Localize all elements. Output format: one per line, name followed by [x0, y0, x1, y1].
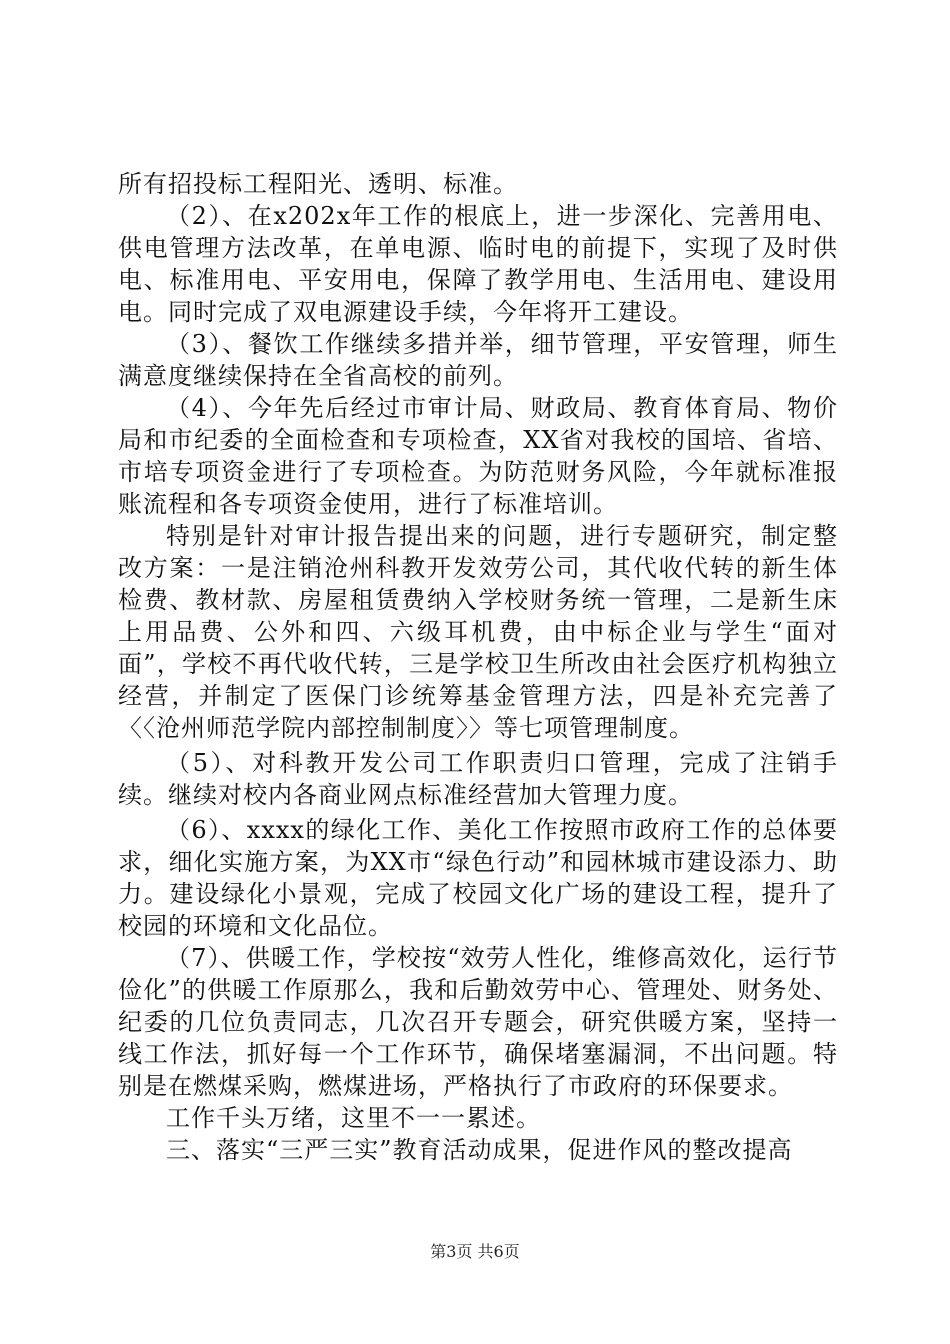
document-body	[118, 168, 838, 1166]
paragraph-item-3: （3）、餐饮工作继续多措并举，细节管理，平安管理，师生满意度继续保持在全省高校的前列。	[118, 330, 838, 390]
page-number-footer: 第3页 共6页	[430, 1242, 520, 1261]
paragraph-continuation: 所有招投标工程阳光、透明、标准。	[118, 170, 518, 198]
paragraph-summary: 工作千头万绪，这里不一一累述。	[166, 1104, 541, 1132]
paragraph-item-2: （2）、在x202x年工作的根底上，进一步深化、完善用电、供电管理方法改革，在单电源、临时电的前提下，实现了及时供电、标准用电、平安用电，保障了教学用电、生活用电、建设用电。同时完成了双电源建设手续，今年将开工建设。	[118, 202, 838, 326]
paragraph-item-5: （5）、对科教开发公司工作职责归口管理，完成了注销手续。继续对校内各商业网点标准经营加大管理力度。	[118, 749, 838, 809]
paragraph-item-6: （6）、xxxx的绿化工作、美化工作按照市政府工作的总体要求，细化实施方案，为XX市“绿色行动”和园林城市建设添力、助力。建设绿化小景观，完成了校园文化广场的建设工程，提升了校园的环境和文化品位。	[118, 816, 838, 940]
section-heading-three: 三、落实“三严三实”教育活动成果，促进作风的整改提高	[166, 1136, 793, 1164]
paragraph-audit-rectification: 特别是针对审计报告提出来的问题，进行专题研究，制定整改方案：一是注销沧州科教开发效劳公司，其代收代转的新生体检费、教材款、房屋租赁费纳入学校财务统一管理，二是新生床上用品费、公外和四、六级耳机费，由中标企业与学生“面对面”，学校不再代收代转，三是学校卫生所改由社会医疗机构独立经营，并制定了医保门诊统筹基金管理方法，四是补充完善了〈〈沧州师范学院内部控制制度〉〉等七项管理制度。	[118, 522, 838, 742]
paragraph-item-4: （4）、今年先后经过市审计局、财政局、教育体育局、物价局和市纪委的全面检查和专项检查，XX省对我校的国培、省培、市培专项资金进行了专项检查。为防范财务风险，今年就标准报账流程和各专项资金使用，进行了标准培训。	[118, 394, 838, 518]
paragraph-item-7: （7）、供暖工作，学校按“效劳人性化，维修高效化，运行节俭化”的供暖工作原那么，我和后勤效劳中心、管理处、财务处、纪委的几位负责同志，几次召开专题会，研究供暖方案，坚持一线工作法，抓好每一个工作环节，确保堵塞漏洞，不出问题。特别是在燃煤采购，燃煤进场，严格执行了市政府的环保要求。	[118, 944, 838, 1100]
